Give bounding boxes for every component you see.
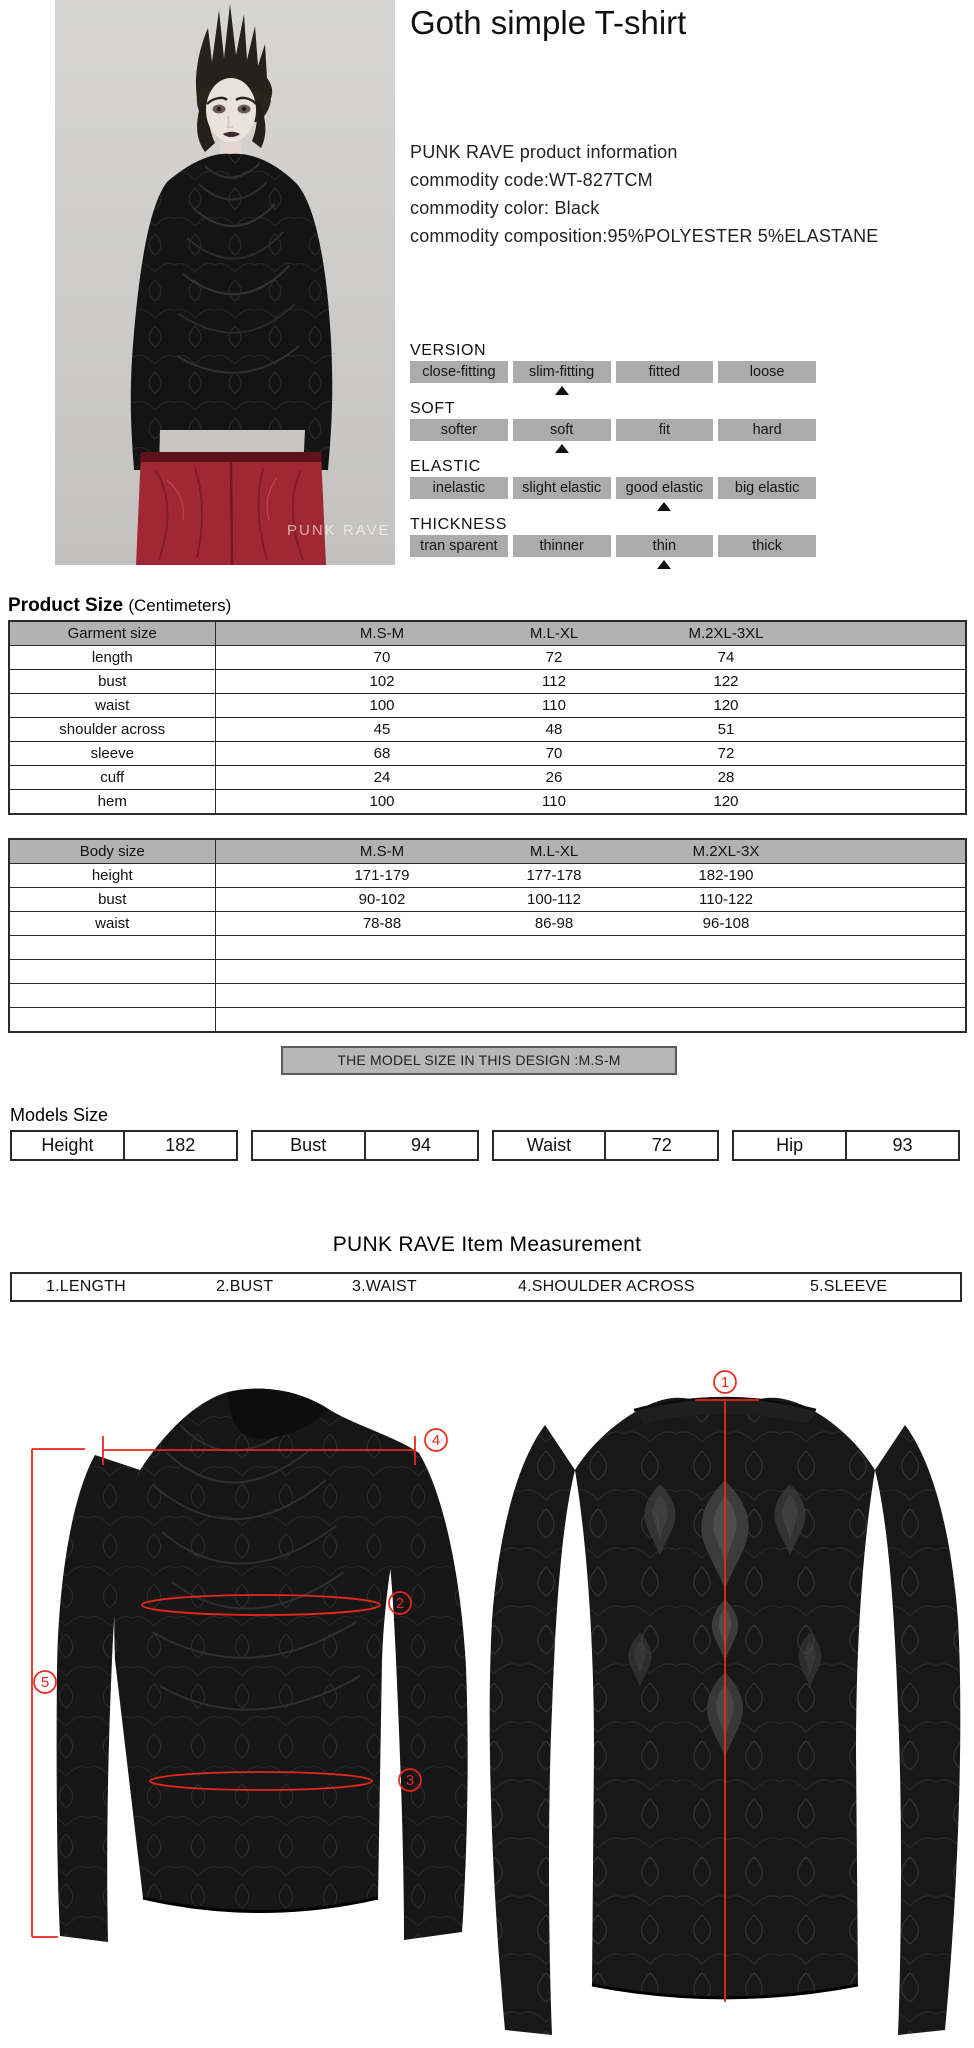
info-line-code: commodity code:WT-827TCM <box>410 170 653 190</box>
col-header: M.L-XL <box>468 839 640 864</box>
selection-arrow-icon <box>555 386 569 395</box>
legend-item-sleeve: 5.SLEEVE <box>810 1278 888 1295</box>
cell: 100 <box>296 790 468 815</box>
table-row <box>9 790 966 815</box>
attr-option: soft <box>513 419 611 441</box>
marker-strip <box>410 383 816 399</box>
attr-options-row <box>410 535 816 557</box>
models-size-box-hip <box>732 1130 960 1161</box>
info-line-color: commodity color: Black <box>410 198 600 218</box>
col-header: M.S-M <box>296 621 468 646</box>
model-pants <box>136 452 326 565</box>
cell: 102 <box>296 670 468 694</box>
attr-option: close-fitting <box>410 361 508 383</box>
attr-option: tran sparent <box>410 535 508 557</box>
box-label: Bust <box>253 1132 366 1159</box>
model-size-bar: THE MODEL SIZE IN THIS DESIGN :M.S-M <box>281 1046 677 1075</box>
col-header: M.2XL-3X <box>640 839 812 864</box>
marker-strip <box>410 441 816 457</box>
marker-strip <box>410 499 816 515</box>
table-row <box>9 694 966 718</box>
attr-option: hard <box>718 419 816 441</box>
attr-option: loose <box>718 361 816 383</box>
box-value: 93 <box>892 1135 913 1155</box>
cell: 72 <box>468 646 640 670</box>
cell: 68 <box>296 742 468 766</box>
marker-1-length: 1 <box>720 1374 730 1391</box>
cell: 28 <box>640 766 812 790</box>
box-value: 72 <box>651 1135 672 1155</box>
col-header: M.L-XL <box>468 621 640 646</box>
row-label: length <box>9 646 215 670</box>
attr-options-row <box>410 419 816 441</box>
col-header: Body size <box>9 839 215 864</box>
table-row <box>9 670 966 694</box>
row-label: sleeve <box>9 742 215 766</box>
table-header-row <box>9 839 966 864</box>
table-row <box>9 766 966 790</box>
attr-name: SOFT <box>410 400 456 417</box>
row-label: height <box>9 864 215 888</box>
row-label: hem <box>9 790 215 815</box>
cell: 24 <box>296 766 468 790</box>
row-label: bust <box>9 888 215 912</box>
cell: 100 <box>296 694 468 718</box>
size-heading-bold: Product Size <box>8 595 124 616</box>
body-size-table <box>8 838 965 1033</box>
models-size-box-bust <box>251 1130 479 1161</box>
selection-arrow-icon <box>555 444 569 453</box>
attr-name: VERSION <box>410 342 487 359</box>
cell: 26 <box>468 766 640 790</box>
attr-options-row <box>410 477 816 499</box>
cell: 86-98 <box>468 912 640 936</box>
attr-group-elastic <box>410 457 816 515</box>
cell: 110 <box>468 694 640 718</box>
col-header: M.S-M <box>296 839 468 864</box>
cell: 96-108 <box>640 912 812 936</box>
row-label: waist <box>9 694 215 718</box>
models-size-box-waist <box>492 1130 720 1161</box>
selection-arrow-icon <box>657 502 671 511</box>
marker-4-shoulder: 4 <box>431 1432 441 1449</box>
table-row <box>9 718 966 742</box>
marker-2-bust: 2 <box>395 1595 405 1612</box>
info-line-brand: PUNK RAVE product information <box>410 142 678 162</box>
attr-option: thick <box>718 535 816 557</box>
cell: 70 <box>296 646 468 670</box>
table-row <box>9 646 966 670</box>
cell: 51 <box>640 718 812 742</box>
table-row-empty <box>9 960 966 984</box>
table-row-empty <box>9 936 966 960</box>
row-label: waist <box>9 912 215 936</box>
front-garment-image <box>57 1389 468 1942</box>
attr-group-soft <box>410 399 816 457</box>
table-row-empty <box>9 1008 966 1033</box>
legend-item-bust: 2.BUST <box>216 1278 274 1295</box>
col-header: M.2XL-3XL <box>640 621 812 646</box>
cell: 110 <box>468 790 640 815</box>
table-row <box>9 888 966 912</box>
legend-item-waist: 3.WAIST <box>352 1278 417 1295</box>
table-row <box>9 742 966 766</box>
product-info <box>410 138 879 250</box>
attr-option: slim-fitting <box>513 361 611 383</box>
row-label: shoulder across <box>9 718 215 742</box>
box-label: Height <box>12 1132 125 1159</box>
table-row-empty <box>9 984 966 1008</box>
info-line-composition: commodity composition:95%POLYESTER 5%ELASTANE <box>410 226 879 246</box>
table-row <box>9 912 966 936</box>
cell: 100-112 <box>468 888 640 912</box>
models-size-heading: Models Size <box>10 1105 109 1125</box>
measurement-legend <box>10 1272 962 1302</box>
attr-name: ELASTIC <box>410 458 481 475</box>
attr-option: thinner <box>513 535 611 557</box>
marker-5-sleeve: 5 <box>40 1674 50 1691</box>
cell: 110-122 <box>640 888 812 912</box>
cell: 70 <box>468 742 640 766</box>
box-value: 94 <box>411 1135 432 1155</box>
table-header-row <box>9 621 966 646</box>
attr-option: slight elastic <box>513 477 611 499</box>
size-section-heading <box>8 595 231 617</box>
photo-watermark: PUNK RAVE <box>287 522 391 539</box>
cell: 177-178 <box>468 864 640 888</box>
cell: 45 <box>296 718 468 742</box>
measurement-heading: PUNK RAVE Item Measurement <box>332 1233 642 1256</box>
model-shirt <box>131 154 332 470</box>
size-heading-note: (Centimeters) <box>128 596 232 615</box>
box-value: 182 <box>165 1135 196 1155</box>
attr-option: big elastic <box>718 477 816 499</box>
model-photo-illustration <box>55 0 395 565</box>
attr-option: fit <box>616 419 714 441</box>
cell: 74 <box>640 646 812 670</box>
attribute-scales <box>410 341 816 573</box>
attr-option: inelastic <box>410 477 508 499</box>
model-photo <box>55 0 395 565</box>
cell: 120 <box>640 790 812 815</box>
legend-item-shoulder: 4.SHOULDER ACROSS <box>518 1278 695 1295</box>
row-label: bust <box>9 670 215 694</box>
cell: 48 <box>468 718 640 742</box>
table-row <box>9 864 966 888</box>
page-title: Goth simple T-shirt <box>410 4 687 41</box>
attr-option: good elastic <box>616 477 714 499</box>
marker-3-waist: 3 <box>405 1772 415 1789</box>
selection-arrow-icon <box>657 560 671 569</box>
models-size-row <box>10 1130 960 1161</box>
cell: 72 <box>640 742 812 766</box>
attr-option: softer <box>410 419 508 441</box>
col-header: Garment size <box>9 621 215 646</box>
attr-options-row <box>410 361 816 383</box>
attr-option: fitted <box>616 361 714 383</box>
attr-option: thin <box>616 535 714 557</box>
attr-group-thickness <box>410 515 816 573</box>
box-label: Hip <box>734 1132 847 1159</box>
cell: 120 <box>640 694 812 718</box>
cell: 182-190 <box>640 864 812 888</box>
measurement-figures <box>0 1330 974 2048</box>
marker-strip <box>410 557 816 573</box>
row-label: cuff <box>9 766 215 790</box>
cell: 78-88 <box>296 912 468 936</box>
attr-group-version <box>410 341 816 399</box>
cell: 90-102 <box>296 888 468 912</box>
attr-name: THICKNESS <box>410 516 507 533</box>
garment-size-table <box>8 620 965 815</box>
models-size-box-height <box>10 1130 238 1161</box>
box-label: Waist <box>494 1132 607 1159</box>
cell: 171-179 <box>296 864 468 888</box>
cell: 122 <box>640 670 812 694</box>
cell: 112 <box>468 670 640 694</box>
legend-item-length: 1.LENGTH <box>46 1278 126 1295</box>
